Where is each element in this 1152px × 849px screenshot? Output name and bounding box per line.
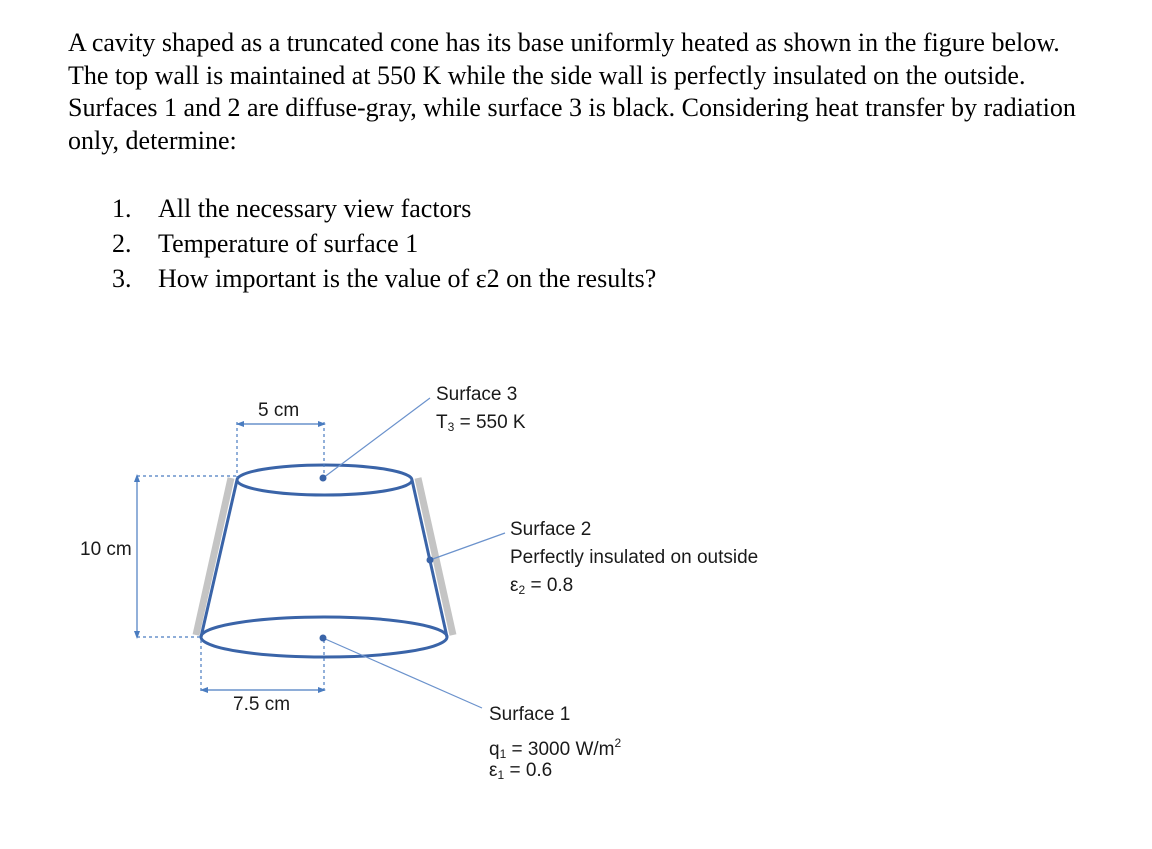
surface3-dot (320, 475, 327, 482)
surface2-dot (427, 557, 434, 564)
eps-value: = 0.6 (504, 760, 553, 781)
eps-subscript: 1 (497, 768, 505, 782)
surface2-annotation (510, 516, 758, 600)
height-dim-arrow-up (134, 474, 140, 482)
surface2-emissivity (510, 572, 758, 600)
question-text: All the necessary view factors (158, 194, 472, 223)
height-label: 10 cm (80, 539, 132, 560)
surface1-annotation (489, 701, 621, 785)
q-value: = 3000 W/m (506, 739, 615, 760)
surface2-note: Perfectly insulated on outside (510, 547, 759, 568)
surface1-emissivity (489, 757, 621, 785)
q-symbol: q (489, 739, 500, 760)
top-dim-arrow-left (236, 421, 244, 427)
bottom-dim-arrow-right (318, 687, 326, 693)
q-subscript: 1 (499, 747, 507, 761)
top-dim-arrow-right (318, 421, 326, 427)
q-superscript: 2 (614, 736, 622, 750)
eps-value: = 0.8 (525, 575, 574, 596)
surface2-title: Surface 2 (510, 519, 592, 540)
surface3-title: Surface 3 (436, 384, 518, 405)
temp-value: = 550 K (454, 412, 526, 433)
question-number: 1. (112, 194, 132, 223)
temp-subscript: 3 (447, 420, 455, 434)
question-number: 3. (112, 264, 132, 293)
temp-symbol: T (436, 412, 448, 433)
eps-symbol: ε (510, 575, 519, 596)
bottom-diameter-label: 7.5 cm (233, 694, 291, 715)
surface3-annotation (436, 381, 526, 437)
surface1-title: Surface 1 (489, 704, 571, 725)
surface3-leader (323, 398, 430, 478)
question-number: 2. (112, 229, 132, 258)
cone-left-wall (201, 480, 237, 637)
eps-subscript: 2 (518, 583, 526, 597)
insulation-left (196, 478, 231, 635)
question-text: How important is the value of ε2 on the results? (158, 264, 657, 293)
question-text: Temperature of surface 1 (158, 229, 419, 258)
height-dim-arrow-down (134, 631, 140, 639)
surface1-heat-flux (489, 729, 622, 761)
surface1-leader (323, 638, 482, 708)
surface3-temperature (436, 409, 526, 437)
insulation-right (418, 478, 453, 635)
problem-text: A cavity shaped as a truncated cone has its base uniformly heated as shown in the figure below. The top wall is maintained at 550 K while the side wall is perfectly insulated on the outside. Surfaces 1 and 2 are diffuse-gray, while surface 3 is black. Considering heat transfer by radiation only, determine: (68, 28, 1076, 155)
top-diameter-label: 5 cm (258, 400, 300, 421)
eps-symbol: ε (489, 760, 498, 781)
surface1-dot (320, 635, 327, 642)
bottom-dim-arrow-left (200, 687, 208, 693)
surface2-leader (430, 533, 505, 560)
